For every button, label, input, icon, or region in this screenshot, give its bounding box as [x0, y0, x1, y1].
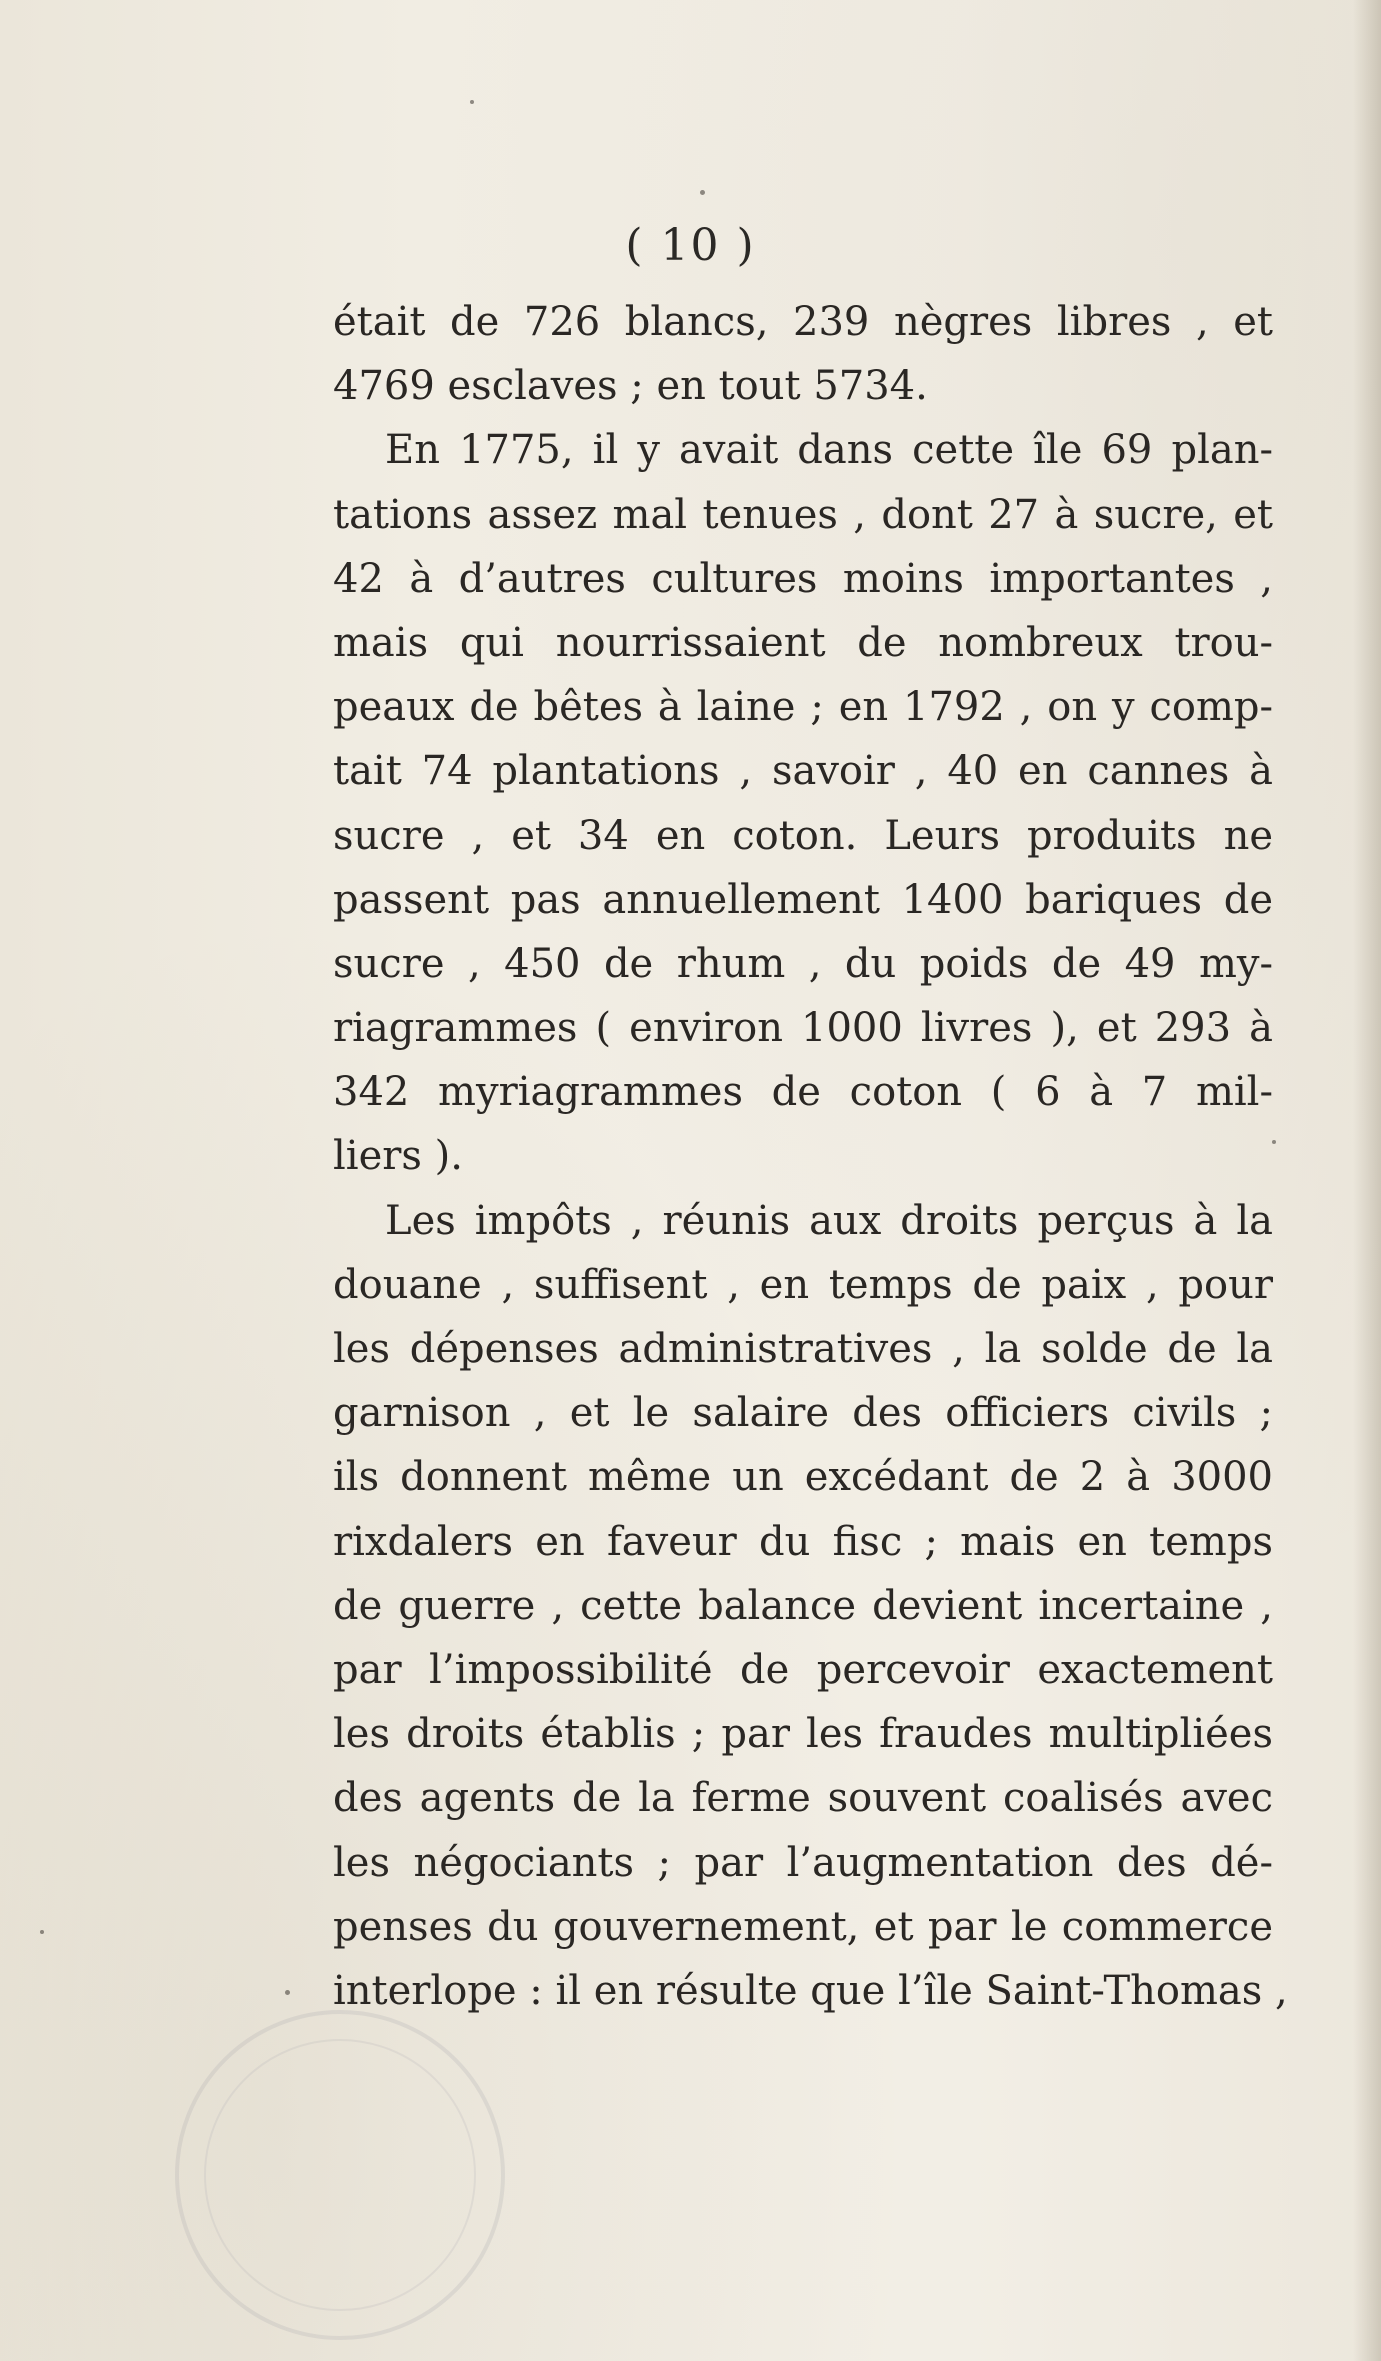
- text-line: sucre , et 34 en coton. Leurs produits ne: [333, 812, 1273, 859]
- ink-speck: [40, 1930, 44, 1934]
- text-line: sucre , 450 de rhum , du poids de 49 my-: [333, 940, 1273, 987]
- text-line: garnison , et le salaire des officiers civils ;: [333, 1390, 1273, 1437]
- text-line: était de 726 blancs, 239 nègres libres , et: [333, 299, 1273, 345]
- text-line: penses du gouvernement, et par le commerce: [333, 1903, 1273, 1950]
- page-edge-shadow: [1353, 0, 1381, 2361]
- page-number: ( 10 ): [625, 220, 756, 271]
- faded-library-stamp: [175, 2010, 505, 2340]
- text-line: des agents de la ferme souvent coalisés avec: [333, 1775, 1273, 1822]
- paragraph-start-line: En 1775, il y avait dans cette île 69 plan-: [385, 427, 1273, 474]
- text-line: rixdalers en faveur du fisc ; mais en temps: [333, 1518, 1273, 1565]
- text-line: 42 à d’autres cultures moins importantes ,: [333, 555, 1273, 602]
- text-line: tait 74 plantations , savoir , 40 en cannes à: [333, 748, 1273, 795]
- text-line: les négociants ; par l’augmentation des dé-: [333, 1839, 1273, 1886]
- ink-speck: [470, 100, 474, 104]
- text-line: de guerre , cette balance devient incertaine ,: [333, 1582, 1273, 1629]
- text-line: mais qui nourrissaient de nombreux trou-: [333, 619, 1273, 666]
- text-line: 4769 esclaves ; en tout 5734.: [333, 363, 928, 410]
- ink-speck: [1272, 1140, 1276, 1144]
- text-line: les droits établis ; par les fraudes multipliées: [333, 1711, 1273, 1758]
- text-line: par l’impossibilité de percevoir exactement: [333, 1646, 1273, 1693]
- text-line: ils donnent même un excédant de 2 à 3000: [333, 1454, 1273, 1501]
- text-line: interlope : il en résulte que l’île Saint-Thomas ,: [333, 1967, 1288, 2014]
- ink-speck: [285, 1990, 290, 1995]
- paragraph-start-line: Les impôts , réunis aux droits perçus à la: [385, 1197, 1273, 1244]
- text-line: passent pas annuellement 1400 bariques de: [333, 876, 1273, 923]
- ink-speck: [700, 190, 705, 195]
- text-line: douane , suffisent , en temps de paix , pour: [333, 1261, 1273, 1308]
- text-line: riagrammes ( environ 1000 livres ), et 293 à: [333, 1005, 1273, 1052]
- faded-library-stamp-inner-ring: [204, 2039, 476, 2311]
- text-line: liers ).: [333, 1133, 463, 1180]
- text-line: les dépenses administratives , la solde de la: [333, 1326, 1273, 1372]
- text-line: 342 myriagrammes de coton ( 6 à 7 mil-: [333, 1069, 1273, 1116]
- text-line: peaux de bêtes à laine ; en 1792 , on y comp-: [333, 684, 1273, 731]
- text-line: tations assez mal tenues , dont 27 à sucre, et: [333, 491, 1273, 538]
- body-text: [333, 290, 1288, 2023]
